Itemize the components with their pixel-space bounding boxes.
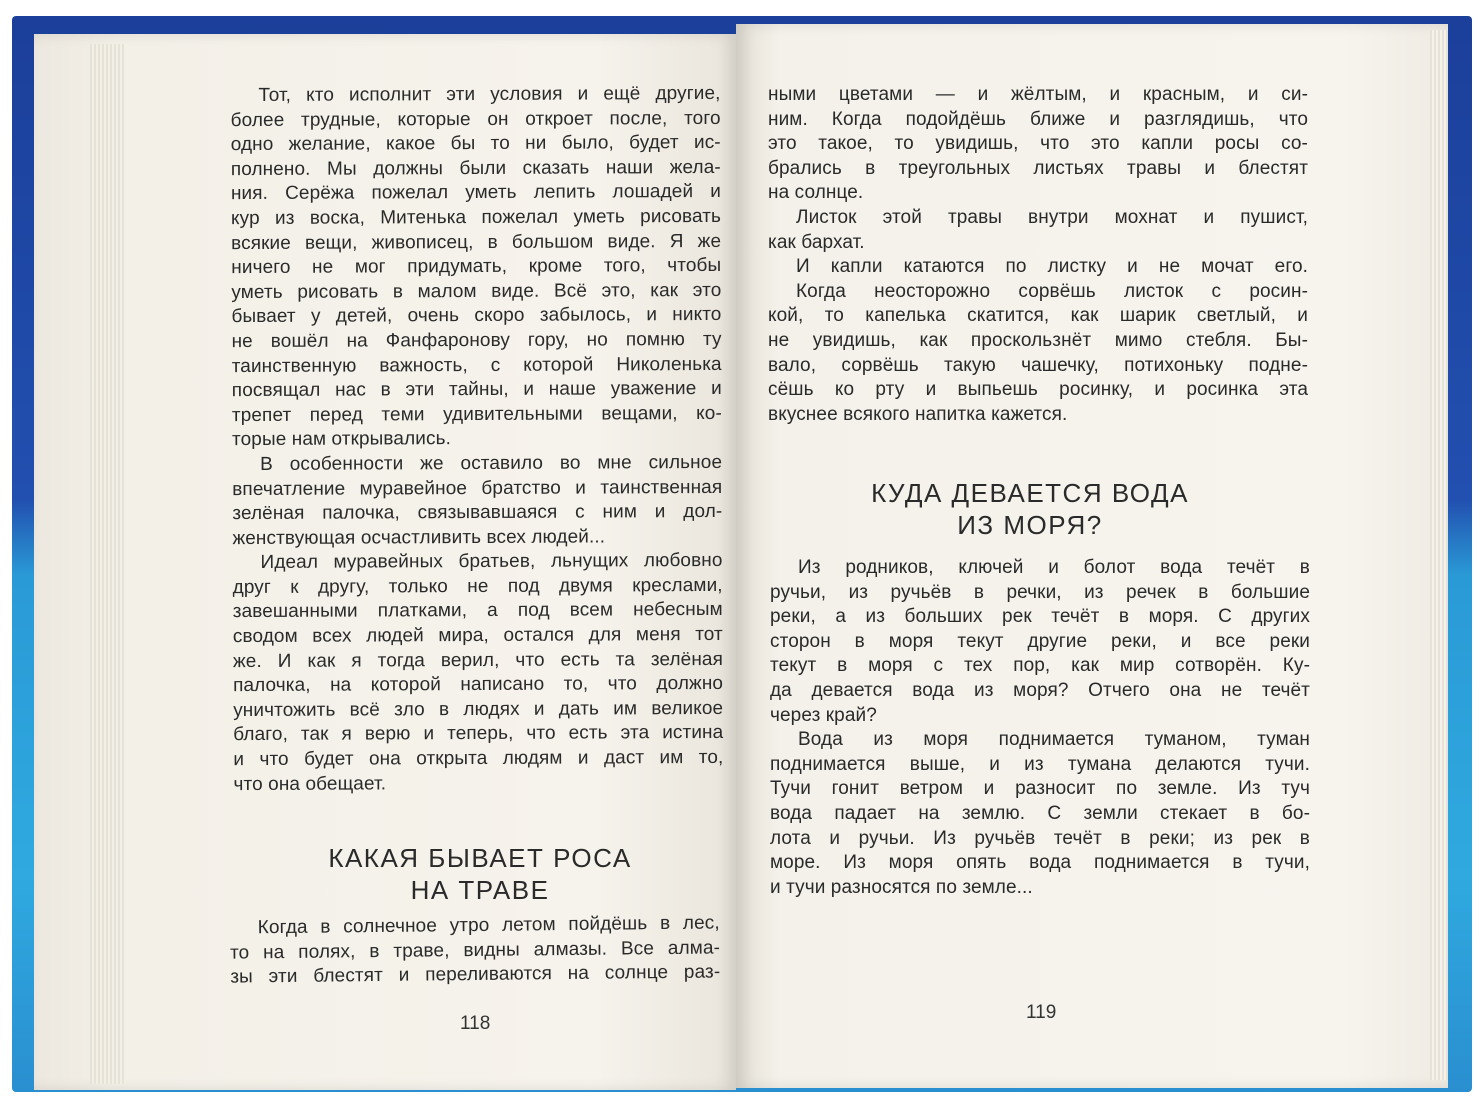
text-line: поднимается выше, и из тумана делаются тучи. — [770, 753, 1310, 775]
left-heading-line-2: НА ТРАВЕ — [410, 875, 550, 905]
right-text-block-2 — [770, 556, 1310, 900]
text-line: лота и ручьи. Из ручьёв течёт в реки; из рек в — [770, 827, 1310, 849]
left-heading — [290, 842, 670, 906]
text-line: реки, а из больших рек течёт в моря. С других — [770, 606, 1310, 628]
page-number-left: 118 — [460, 1013, 491, 1034]
text-line: и тучи разносятся по земле... — [770, 876, 1033, 898]
text-line: торые нам открывались. — [231, 428, 451, 451]
text-line: ничего не мог придумать, кроме того, чтобы — [231, 255, 722, 279]
text-line: Когда неосторожно сорвёшь листок с росин- — [796, 280, 1308, 302]
text-line: кур из воска, Митенька пожелал уметь рисовать — [230, 205, 722, 230]
text-line: И капли катаются по листку и не мочат его. — [796, 256, 1308, 278]
text-line: Листок этой травы внутри мохнат и пушист, — [796, 206, 1308, 228]
text-line: вкуснее всякого напитка кажется. — [768, 403, 1068, 425]
text-line: полнено. Мы должны были сказать наши жела- — [230, 156, 721, 180]
text-line: да девается вода из моря? Отчего она не течёт — [770, 679, 1310, 701]
text-line: не вошёл на Фанфаронову гору, но помню ту — [231, 328, 722, 353]
text-line: ния. Серёжа пожелал уметь лепить лошадей и — [230, 181, 721, 205]
text-line: на солнце. — [768, 182, 864, 204]
text-line: более трудные, которые он откроет после, того — [230, 107, 721, 131]
text-line: текут в моря с тех пор, как мир сотворён. Ку- — [770, 655, 1310, 677]
text-line: благо, так я верю и теперь, что есть эта истина — [233, 722, 724, 746]
text-line: Вода из моря поднимается туманом, туман — [798, 729, 1310, 751]
text-line: уметь рисовать в малом виде. Всё это, как это — [231, 279, 722, 303]
right-text-block-1 — [768, 83, 1308, 427]
text-line: сёшь ко рту и выпьешь росинку, и росинка эта — [768, 379, 1308, 401]
text-line: сторон в моря текут другие реки, и все реки — [770, 630, 1310, 652]
text-line: не увидишь, как проскользнёт мимо стебля. Бы- — [768, 329, 1308, 351]
right-heading-line-2: ИЗ МОРЯ? — [957, 510, 1103, 540]
text-line: что она обещает. — [233, 773, 387, 795]
text-line: трепет перед теми удивительными вещами, ко- — [231, 402, 722, 426]
left-heading-line-1: КАКАЯ БЫВАЕТ РОСА — [328, 843, 632, 873]
text-line: уничтожить всё зло в людях и дать им великое — [233, 697, 724, 721]
text-line: Идеал муравейных братьев, льнущих любовно — [260, 550, 723, 574]
text-line: через край? — [770, 704, 877, 726]
right-heading-line-1: КУДА ДЕВАЕТСЯ ВОДА — [871, 478, 1189, 508]
text-line: это такое, то увидишь, что это капли росы со- — [768, 133, 1308, 155]
text-line: Когда в солнечное утро летом пойдёшь в лес, — [257, 912, 720, 939]
text-line: таинственную важность, с которой Николенька — [231, 353, 722, 377]
text-line: ручьи, из ручьёв в речки, из речек в большие — [770, 581, 1310, 603]
left-text-block-1 — [230, 82, 723, 797]
text-line: вода падает на землю. С земли стекает в бо- — [770, 802, 1310, 824]
text-line: бывает у детей, очень скоро забылось, и никто — [231, 304, 722, 328]
text-line: В особенности же оставило во мне сильное — [260, 451, 723, 475]
left-page-edges — [90, 44, 126, 1084]
text-line: ными цветами — и жёлтым, и красным, и си- — [768, 84, 1308, 105]
text-line: кой, то капелька скатится, как шарик светлый, и — [768, 305, 1308, 327]
text-line: палочка, на которой написано то, что должно — [233, 673, 724, 697]
text-line: ним. Когда подойдёшь ближе и разглядишь, что — [768, 108, 1308, 130]
text-line: зелёная палочка, связывавшаяся с ним и дол- — [232, 501, 723, 525]
text-line: брались в треугольных листьях травы и блестят — [768, 157, 1308, 179]
text-line: Тот, кто исполнит эти условия и ещё другие, — [258, 82, 721, 106]
text-line: как бархат. — [768, 231, 865, 253]
text-line: Из родников, ключей и болот вода течёт в — [798, 557, 1310, 578]
text-line: же. И как я тогда верил, что есть та зелёная — [232, 648, 724, 672]
text-line: Тучи гонит ветром и разносит по земле. Из туч — [770, 778, 1310, 800]
text-line: море. Из моря опять вода поднимается в тучи, — [770, 852, 1310, 874]
text-line: одно желание, какое бы то ни было, будет ис- — [230, 132, 721, 156]
text-line: завешанными платками, а под всем небесным — [232, 599, 723, 623]
right-heading — [840, 477, 1220, 541]
text-line: и что будет она открыта людям и даст им то, — [233, 746, 724, 771]
text-line: посвящал нас в эти тайны, и наше уважение и — [231, 378, 722, 402]
text-line: то на полях, в траве, видны алмазы. Все алма- — [229, 937, 721, 964]
text-line: друг к другу, только не под двумя креслами, — [232, 574, 723, 598]
left-text-block-2 — [230, 911, 721, 990]
text-line: женствующая осчастливить всех людей... — [232, 526, 606, 549]
text-line: вало, сорвёшь такую чашечку, потихоньку подне- — [768, 354, 1308, 376]
page-number-right: 119 — [1026, 1002, 1057, 1023]
text-line: всякие вещи, живописец, в большом виде. Я же — [231, 230, 722, 254]
right-page-edges — [1430, 30, 1448, 1080]
text-line: впечатление муравейное братство и таинственная — [232, 476, 723, 500]
text-line: сводом всех людей мира, остался для меня тот — [232, 623, 723, 648]
text-line: зы эти блестят и переливаются на солнце раз- — [230, 961, 721, 988]
